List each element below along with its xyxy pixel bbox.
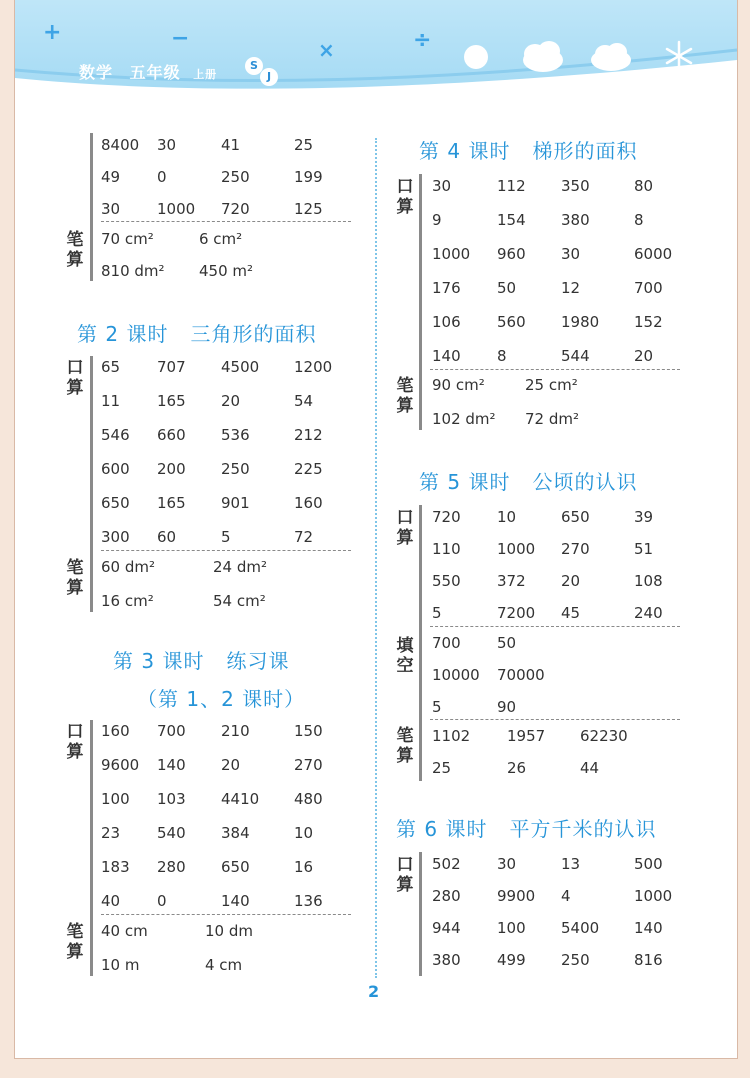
s2-answer-cell: 11 — [101, 392, 121, 410]
s5-answer-cell: 1000 — [497, 540, 536, 558]
s3-answer-cell: 650 — [221, 858, 250, 876]
header-banner — [15, 0, 737, 112]
answer-bar — [90, 133, 93, 281]
lesson-number: 第 2 课时 — [77, 322, 169, 346]
s3-bisuan-answer-cell: 40 cm — [101, 922, 148, 940]
badge-j: J — [260, 68, 278, 86]
s4-answer-cell: 140 — [432, 347, 461, 365]
answer-bar — [90, 720, 93, 976]
s1-answer-cell: 720 — [221, 200, 250, 218]
s5-answer-cell: 372 — [497, 572, 526, 590]
s1-answer-cell: 41 — [221, 136, 241, 154]
bisuan-label: 笔算 — [396, 726, 414, 766]
s4-bisuan-answer-cell: 102 dm² — [432, 410, 496, 428]
s2-answer-cell: 54 — [294, 392, 314, 410]
s3-answer-cell: 140 — [157, 756, 186, 774]
s2-answer-cell: 200 — [157, 460, 186, 478]
s3-answer-cell: 40 — [101, 892, 121, 910]
s5-tiankong-answer-cell: 70000 — [497, 666, 545, 684]
s2-answer-cell: 536 — [221, 426, 250, 444]
s1-answer-cell: 30 — [157, 136, 177, 154]
lesson-name: 梯形的面积 — [532, 139, 638, 163]
s5-answer-cell: 110 — [432, 540, 461, 558]
page-number: 2 — [368, 982, 380, 1001]
s2-answer-cell: 250 — [221, 460, 250, 478]
s2-answer-cell: 165 — [157, 494, 186, 512]
s2-answer-cell: 901 — [221, 494, 250, 512]
s4-answer-cell: 9 — [432, 211, 442, 229]
s6-answer-cell: 100 — [497, 919, 526, 937]
s4-answer-cell: 50 — [497, 279, 517, 297]
s4-answer-cell: 8 — [497, 347, 507, 365]
s4-answer-cell: 560 — [497, 313, 526, 331]
header-decoration — [15, 0, 737, 112]
s2-bisuan-answer-cell: 16 cm² — [101, 592, 154, 610]
lesson-name: 公顷的认识 — [532, 470, 638, 494]
s6-answer-cell: 30 — [497, 855, 517, 873]
s2-answer-cell: 212 — [294, 426, 323, 444]
s4-answer-cell: 154 — [497, 211, 526, 229]
s5-answer-cell: 720 — [432, 508, 461, 526]
s2-bisuan-answer-cell: 60 dm² — [101, 558, 156, 576]
s6-answer-cell: 9900 — [497, 887, 536, 905]
s3-answer-cell: 136 — [294, 892, 323, 910]
section-title-6 — [396, 813, 656, 842]
s5-answer-cell: 240 — [634, 604, 663, 622]
lesson-name: 平方千米的认识 — [509, 817, 657, 841]
kousuan-label: 口算 — [396, 177, 414, 217]
s5-tiankong-answer-cell: 700 — [432, 634, 461, 652]
s2-answer-cell: 300 — [101, 528, 130, 546]
s1-answer-cell: 49 — [101, 168, 121, 186]
s1-bisuan-answer-cell: 70 cm² — [101, 230, 154, 248]
s6-answer-cell: 380 — [432, 951, 461, 969]
s1-answer-cell: 25 — [294, 136, 314, 154]
s2-answer-cell: 60 — [157, 528, 177, 546]
dashed-separator — [101, 221, 351, 222]
s3-answer-cell: 4410 — [221, 790, 260, 808]
s1-answer-cell: 30 — [101, 200, 121, 218]
s2-answer-cell: 4500 — [221, 358, 260, 376]
divide-symbol: ÷ — [413, 28, 432, 53]
s6-answer-cell: 5400 — [561, 919, 600, 937]
s5-bisuan-answer-cell: 62230 — [580, 727, 628, 745]
s5-answer-cell: 20 — [561, 572, 581, 590]
s2-answer-cell: 660 — [157, 426, 186, 444]
s4-bisuan-answer-cell: 25 cm² — [525, 376, 578, 394]
s4-answer-cell: 700 — [634, 279, 663, 297]
bisuan-label: 笔算 — [66, 922, 84, 962]
sun-icon — [464, 45, 488, 69]
s4-answer-cell: 350 — [561, 177, 590, 195]
s3-bisuan-answer-cell: 10 dm — [205, 922, 253, 940]
s1-bisuan-answer-cell: 6 cm² — [199, 230, 243, 248]
s3-answer-cell: 480 — [294, 790, 323, 808]
s2-answer-cell: 5 — [221, 528, 231, 546]
s1-answer-cell: 1000 — [157, 200, 196, 218]
s3-answer-cell: 23 — [101, 824, 121, 842]
s5-answer-cell: 7200 — [497, 604, 536, 622]
lesson-number: 第 3 课时 — [113, 649, 205, 673]
s3-answer-cell: 540 — [157, 824, 186, 842]
s4-answer-cell: 30 — [561, 245, 581, 263]
s4-answer-cell: 1000 — [432, 245, 471, 263]
tiankong-label: 填空 — [396, 636, 414, 676]
s3-answer-cell: 9600 — [101, 756, 140, 774]
s3-answer-cell: 183 — [101, 858, 130, 876]
s5-answer-cell: 5 — [432, 604, 442, 622]
s5-answer-cell: 39 — [634, 508, 654, 526]
s5-answer-cell: 45 — [561, 604, 581, 622]
s6-answer-cell: 13 — [561, 855, 581, 873]
lesson-number: 第 6 课时 — [396, 817, 488, 841]
s1-bisuan-answer-cell: 810 dm² — [101, 262, 165, 280]
kousuan-label: 口算 — [396, 508, 414, 548]
s4-bisuan-answer-cell: 90 cm² — [432, 376, 485, 394]
bisuan-label: 笔算 — [66, 558, 84, 598]
s5-tiankong-answer-cell: 90 — [497, 698, 517, 716]
s3-answer-cell: 700 — [157, 722, 186, 740]
s6-answer-cell: 500 — [634, 855, 663, 873]
s4-answer-cell: 20 — [634, 347, 654, 365]
s5-answer-cell: 108 — [634, 572, 663, 590]
s1-bisuan-answer-cell: 450 m² — [199, 262, 254, 280]
s2-answer-cell: 20 — [221, 392, 241, 410]
s6-answer-cell: 502 — [432, 855, 461, 873]
volume-label: 上册 — [193, 68, 218, 81]
s2-answer-cell: 72 — [294, 528, 314, 546]
s5-bisuan-answer-cell: 1102 — [432, 727, 471, 745]
s4-answer-cell: 106 — [432, 313, 461, 331]
s2-bisuan-answer-cell: 24 dm² — [213, 558, 268, 576]
s6-answer-cell: 250 — [561, 951, 590, 969]
s4-answer-cell: 380 — [561, 211, 590, 229]
s1-answer-cell: 199 — [294, 168, 323, 186]
subject-label: 数学 — [79, 63, 114, 82]
s5-tiankong-answer-cell: 50 — [497, 634, 517, 652]
section-title-4 — [419, 135, 637, 164]
s3-answer-cell: 100 — [101, 790, 130, 808]
s6-answer-cell: 944 — [432, 919, 461, 937]
s6-answer-cell: 816 — [634, 951, 663, 969]
s5-tiankong-answer-cell: 5 — [432, 698, 442, 716]
s2-answer-cell: 225 — [294, 460, 323, 478]
s5-answer-cell: 51 — [634, 540, 654, 558]
s2-answer-cell: 165 — [157, 392, 186, 410]
s2-answer-cell: 650 — [101, 494, 130, 512]
lesson-name: 三角形的面积 — [190, 322, 317, 346]
s1-answer-cell: 8400 — [101, 136, 140, 154]
column-divider — [375, 138, 377, 978]
section-title-3 — [113, 645, 289, 674]
bisuan-label: 笔算 — [66, 230, 84, 270]
answer-bar — [419, 174, 422, 430]
s5-answer-cell: 10 — [497, 508, 517, 526]
s5-bisuan-answer-cell: 26 — [507, 759, 527, 777]
s3-answer-cell: 150 — [294, 722, 323, 740]
answer-bar — [419, 852, 422, 976]
s4-answer-cell: 6000 — [634, 245, 673, 263]
s3-bisuan-answer-cell: 4 cm — [205, 956, 243, 974]
dashed-separator — [430, 369, 680, 370]
s4-answer-cell: 112 — [497, 177, 526, 195]
lesson-number: 第 5 课时 — [419, 470, 511, 494]
s4-answer-cell: 544 — [561, 347, 590, 365]
s3-answer-cell: 270 — [294, 756, 323, 774]
section-title-2 — [77, 318, 316, 347]
book-brand — [79, 60, 217, 83]
times-symbol: × — [318, 38, 335, 62]
lesson-number: 第 4 课时 — [419, 139, 511, 163]
s3-answer-cell: 384 — [221, 824, 250, 842]
kousuan-label: 口算 — [66, 722, 84, 762]
s2-answer-cell: 160 — [294, 494, 323, 512]
s3-bisuan-answer-cell: 10 m — [101, 956, 140, 974]
s4-answer-cell: 176 — [432, 279, 461, 297]
s6-answer-cell: 4 — [561, 887, 571, 905]
badge-s: S — [245, 57, 263, 75]
lesson-name: 练习课 — [226, 649, 290, 673]
grade-label: 五年级 — [129, 63, 181, 82]
s1-answer-cell: 0 — [157, 168, 167, 186]
s5-bisuan-answer-cell: 25 — [432, 759, 452, 777]
bisuan-label: 笔算 — [396, 376, 414, 416]
page — [14, 0, 738, 1059]
s4-answer-cell: 80 — [634, 177, 654, 195]
s5-bisuan-answer-cell: 1957 — [507, 727, 546, 745]
s6-answer-cell: 280 — [432, 887, 461, 905]
s5-bisuan-answer-cell: 44 — [580, 759, 600, 777]
section-subtitle-3: （第 1、2 课时） — [137, 687, 306, 711]
s6-answer-cell: 499 — [497, 951, 526, 969]
answer-bar — [90, 356, 93, 612]
kousuan-label: 口算 — [66, 358, 84, 398]
section-title-5 — [419, 466, 637, 495]
dashed-separator — [101, 914, 351, 915]
s3-answer-cell: 0 — [157, 892, 167, 910]
s1-answer-cell: 125 — [294, 200, 323, 218]
s2-answer-cell: 546 — [101, 426, 130, 444]
s4-answer-cell: 30 — [432, 177, 452, 195]
plus-symbol: + — [43, 20, 62, 45]
s3-answer-cell: 10 — [294, 824, 314, 842]
s3-answer-cell: 210 — [221, 722, 250, 740]
cloud-icon — [523, 41, 563, 72]
s1-answer-cell: 250 — [221, 168, 250, 186]
dashed-separator — [101, 550, 351, 551]
minus-symbol: − — [171, 26, 190, 51]
s5-answer-cell: 550 — [432, 572, 461, 590]
s2-answer-cell: 65 — [101, 358, 121, 376]
s3-answer-cell: 140 — [221, 892, 250, 910]
s4-answer-cell: 12 — [561, 279, 581, 297]
s3-answer-cell: 20 — [221, 756, 241, 774]
s4-answer-cell: 1980 — [561, 313, 600, 331]
s2-bisuan-answer-cell: 54 cm² — [213, 592, 266, 610]
s6-answer-cell: 140 — [634, 919, 663, 937]
answer-bar — [419, 505, 422, 781]
s3-answer-cell: 16 — [294, 858, 314, 876]
s5-answer-cell: 270 — [561, 540, 590, 558]
s6-answer-cell: 1000 — [634, 887, 673, 905]
kousuan-label: 口算 — [396, 855, 414, 895]
s2-answer-cell: 707 — [157, 358, 186, 376]
dashed-separator — [430, 719, 680, 720]
s2-answer-cell: 1200 — [294, 358, 333, 376]
s2-answer-cell: 600 — [101, 460, 130, 478]
s5-tiankong-answer-cell: 10000 — [432, 666, 480, 684]
s3-answer-cell: 103 — [157, 790, 186, 808]
s4-bisuan-answer-cell: 72 dm² — [525, 410, 580, 428]
s4-answer-cell: 152 — [634, 313, 663, 331]
s4-answer-cell: 960 — [497, 245, 526, 263]
s3-answer-cell: 280 — [157, 858, 186, 876]
dashed-separator — [430, 626, 680, 627]
s5-answer-cell: 650 — [561, 508, 590, 526]
s3-answer-cell: 160 — [101, 722, 130, 740]
s4-answer-cell: 8 — [634, 211, 644, 229]
